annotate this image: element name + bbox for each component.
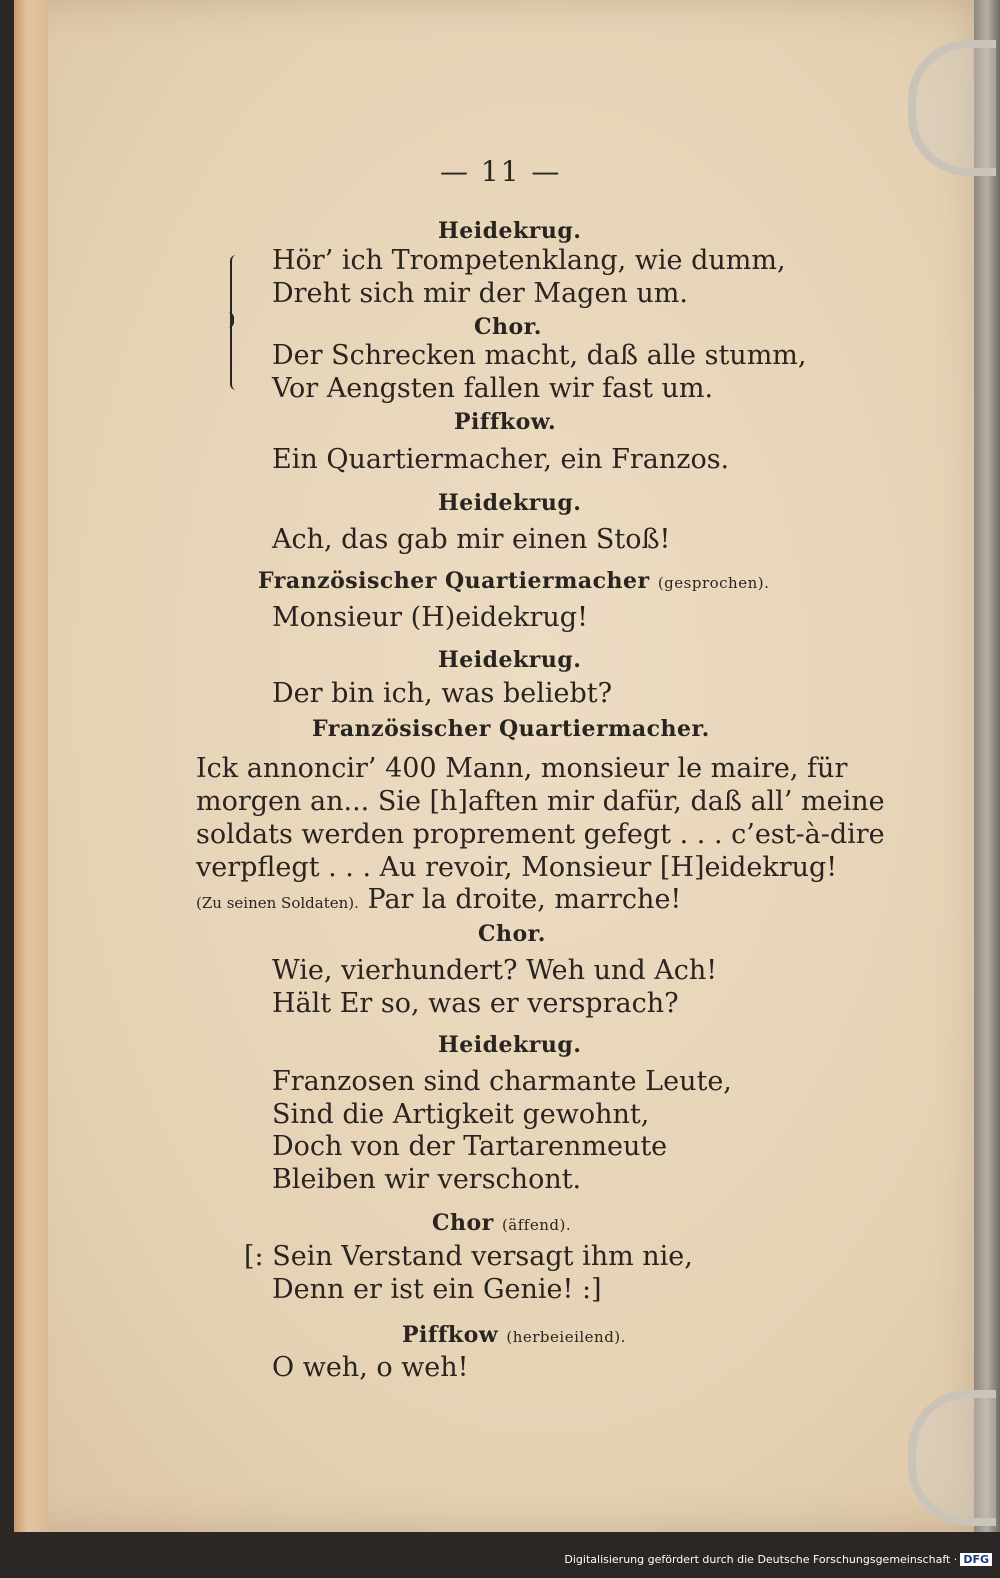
speaker-heading: Chor. [474, 314, 542, 340]
brace-tip [224, 312, 234, 328]
verse-line: Wie, vierhundert? Weh und Ach! [272, 955, 718, 986]
funding-note [564, 1553, 992, 1566]
speaker-heading-with-direction [402, 1322, 626, 1348]
dfg-logo: DFG [960, 1553, 992, 1566]
prose-line-with-direction [196, 884, 681, 915]
stage-direction: (äffend). [501, 1216, 572, 1234]
speaker-name: Französischer Quartiermacher [258, 568, 650, 594]
verse-line: Dreht sich mir der Magen um. [272, 278, 688, 309]
verse-line: Sind die Artigkeit gewohnt, [272, 1099, 650, 1130]
verse-line: O weh, o weh! [272, 1352, 469, 1383]
verse-line: Bleiben wir verschont. [272, 1164, 582, 1195]
speaker-heading: Piffkow. [454, 409, 557, 435]
verse-line: [: Sein Verstand versagt ihm nie, [244, 1241, 693, 1272]
speaker-heading: Heidekrug. [438, 218, 582, 244]
verse-line: Monsieur (H)eidekrug! [272, 602, 588, 633]
speaker-name: Piffkow [402, 1322, 499, 1348]
speaker-heading: Französischer Quartiermacher. [312, 716, 710, 742]
speaker-heading: Heidekrug. [438, 647, 582, 673]
page-number: — 11 — [440, 155, 562, 188]
stage-direction: (gesprochen). [657, 574, 770, 592]
prose-line: Ick annoncir’ 400 Mann, monsieur le maire, für [196, 753, 848, 784]
stage-direction: (herbeieilend). [506, 1328, 626, 1346]
verse-line: Hält Er so, was er versprach? [272, 988, 679, 1019]
prose-line: soldats werden proprement gefegt . . . c’est-à-dire [196, 819, 885, 850]
verse-line: Vor Aengsten fallen wir fast um. [272, 373, 714, 404]
verse-line: Der Schrecken macht, daß alle stumm, [272, 340, 807, 371]
speaker-heading-with-direction [432, 1210, 571, 1236]
prose-line: verpflegt . . . Au revoir, Monsieur [H]eidekrug! [196, 852, 838, 883]
verse-line: Ein Quartiermacher, ein Franzos. [272, 444, 730, 475]
speaker-heading: Heidekrug. [438, 490, 582, 516]
verse-line: Denn er ist ein Genie! :] [272, 1274, 602, 1305]
speaker-heading-with-direction [258, 568, 769, 594]
speaker-name: Chor [432, 1210, 494, 1236]
prose-text: Par la droite, marrche! [367, 884, 682, 915]
speaker-heading: Heidekrug. [438, 1032, 582, 1058]
verse-line: Der bin ich, was beliebt? [272, 678, 613, 709]
verse-line: Ach, das gab mir einen Stoß! [272, 524, 671, 555]
stage-direction: (Zu seinen Soldaten). [196, 894, 359, 912]
verse-line: Doch von der Tartarenmeute [272, 1131, 668, 1162]
funding-note-text: Digitalisierung gefördert durch die Deutsche Forschungsgemeinschaft · [564, 1553, 958, 1566]
verse-line: Hör’ ich Trompetenklang, wie dumm, [272, 245, 786, 276]
verse-line: Franzosen sind charmante Leute, [272, 1066, 732, 1097]
speaker-heading: Chor. [478, 921, 546, 947]
prose-line: morgen an... Sie [h]aften mir dafür, daß all’ meine [196, 786, 885, 817]
